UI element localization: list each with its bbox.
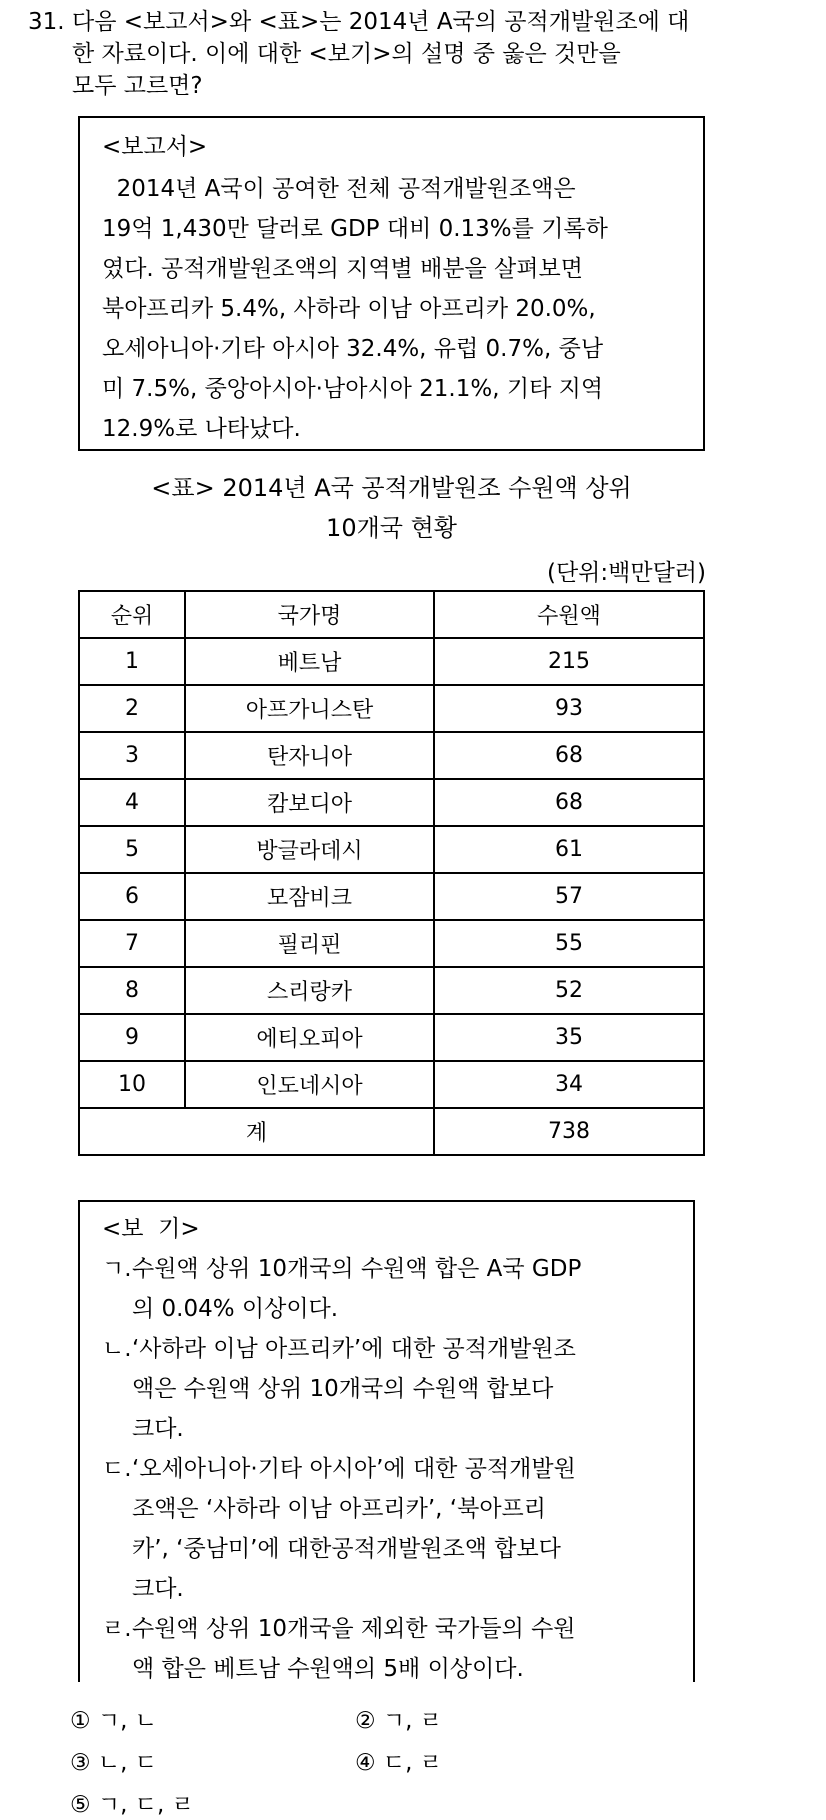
cell-rank: 10 (79, 1061, 185, 1108)
report-line: 북아프리카 5.4%, 사하라 이남 아프리카 20.0%, (102, 296, 596, 322)
bogi-line: 액 합은 베트남 수원액의 5배 이상이다. (132, 1656, 524, 1682)
question-text-line: 한 자료이다. 이에 대한 <보기>의 설명 중 옳은 것만을 (72, 41, 621, 67)
report-box (78, 116, 705, 451)
bogi-marker: ㄱ. (102, 1256, 132, 1282)
cell-total-label: 계 (79, 1108, 434, 1155)
table-row (79, 826, 704, 873)
table-row (79, 1061, 704, 1108)
report-line: 12.9%로 나타났다. (102, 416, 301, 442)
report-line: 였다. 공적개발원조액의 지역별 배분을 살펴보면 (102, 256, 583, 282)
table-title: <표> 2014년 A국 공적개발원조 수원액 상위 (151, 474, 632, 502)
bogi-marker: ㄹ. (102, 1616, 132, 1642)
bogi-line: 조액은 ‘사하라 이남 아프리카’, ‘북아프리 (132, 1496, 546, 1522)
cell-rank: 1 (79, 638, 185, 685)
cell-country: 인도네시아 (185, 1061, 434, 1108)
bogi-item (102, 1450, 576, 1483)
choice-1[interactable]: ① ㄱ, ㄴ (70, 1708, 157, 1734)
cell-rank: 4 (79, 779, 185, 826)
cell-rank: 8 (79, 967, 185, 1014)
cell-amount: 35 (434, 1014, 704, 1061)
cell-country: 필리핀 (185, 920, 434, 967)
table-row (79, 967, 704, 1014)
bogi-line: 카’, ‘중남미’에 대한공적개발원조액 합보다 (132, 1536, 561, 1562)
question-number: 31. (28, 9, 65, 35)
bogi-item (102, 1610, 576, 1643)
choice-5[interactable]: ⑤ ㄱ, ㄷ, ㄹ (70, 1792, 194, 1818)
cell-amount: 34 (434, 1061, 704, 1108)
report-line: 2014년 A국이 공여한 전체 공적개발원조액은 (102, 176, 576, 202)
cell-country: 캄보디아 (185, 779, 434, 826)
cell-rank: 7 (79, 920, 185, 967)
bogi-line: 크다. (132, 1416, 184, 1442)
cell-amount: 55 (434, 920, 704, 967)
bogi-line: ‘사하라 이남 아프리카’에 대한 공적개발원조 (132, 1336, 576, 1362)
cell-country: 탄자니아 (185, 732, 434, 779)
bogi-line: ‘오세아니아·기타 아시아’에 대한 공적개발원 (132, 1456, 576, 1482)
choice-3[interactable]: ③ ㄴ, ㄷ (70, 1750, 157, 1776)
table-row (79, 873, 704, 920)
table-row (79, 779, 704, 826)
cell-rank: 3 (79, 732, 185, 779)
table-header-row (79, 591, 704, 638)
question-text-line: 다음 <보고서>와 <표>는 2014년 A국의 공적개발원조에 대 (72, 9, 690, 35)
bogi-marker: ㄴ. (102, 1336, 132, 1362)
cell-rank: 2 (79, 685, 185, 732)
bogi-line: 의 0.04% 이상이다. (132, 1296, 339, 1322)
bogi-marker: ㄷ. (102, 1456, 132, 1482)
table-row (79, 732, 704, 779)
bogi-line: 수원액 상위 10개국의 수원액 합은 A국 GDP (132, 1256, 582, 1282)
bogi-item (102, 1330, 576, 1363)
cell-amount: 215 (434, 638, 704, 685)
choice-2[interactable]: ② ㄱ, ㄹ (355, 1708, 442, 1734)
cell-rank: 6 (79, 873, 185, 920)
recipient-table (78, 590, 705, 1156)
table-subtitle: 10개국 현황 (326, 514, 457, 542)
cell-amount: 68 (434, 732, 704, 779)
table-row (79, 1014, 704, 1061)
bogi-line: 액은 수원액 상위 10개국의 수원액 합보다 (132, 1376, 554, 1402)
cell-country: 에티오피아 (185, 1014, 434, 1061)
cell-rank: 9 (79, 1014, 185, 1061)
cell-total-value: 738 (434, 1108, 704, 1155)
header-country: 국가명 (185, 591, 434, 638)
cell-country: 베트남 (185, 638, 434, 685)
report-title: <보고서> (102, 134, 208, 160)
report-line: 미 7.5%, 중앙아시아·남아시아 21.1%, 기타 지역 (102, 376, 604, 402)
bogi-item (102, 1250, 581, 1283)
table-row (79, 638, 704, 685)
bogi-box (78, 1200, 695, 1682)
cell-country: 아프가니스탄 (185, 685, 434, 732)
table-unit: (단위:백만달러) (546, 560, 706, 586)
cell-amount: 61 (434, 826, 704, 873)
header-amount: 수원액 (434, 591, 704, 638)
cell-country: 모잠비크 (185, 873, 434, 920)
question-text-line: 모두 고르면? (72, 73, 203, 99)
cell-rank: 5 (79, 826, 185, 873)
cell-amount: 93 (434, 685, 704, 732)
table-row (79, 685, 704, 732)
table-total-row (79, 1108, 704, 1155)
cell-amount: 57 (434, 873, 704, 920)
cell-country: 스리랑카 (185, 967, 434, 1014)
table-row (79, 920, 704, 967)
bogi-line: 수원액 상위 10개국을 제외한 국가들의 수원 (132, 1616, 576, 1642)
report-line: 19억 1,430만 달러로 GDP 대비 0.13%를 기록하 (102, 216, 608, 242)
cell-amount: 52 (434, 967, 704, 1014)
report-line: 오세아니아·기타 아시아 32.4%, 유럽 0.7%, 중남 (102, 336, 604, 362)
header-rank: 순위 (79, 591, 185, 638)
bogi-line: 크다. (132, 1576, 184, 1602)
cell-country: 방글라데시 (185, 826, 434, 873)
choice-4[interactable]: ④ ㄷ, ㄹ (355, 1750, 442, 1776)
cell-amount: 68 (434, 779, 704, 826)
bogi-title: <보 기> (102, 1216, 200, 1242)
